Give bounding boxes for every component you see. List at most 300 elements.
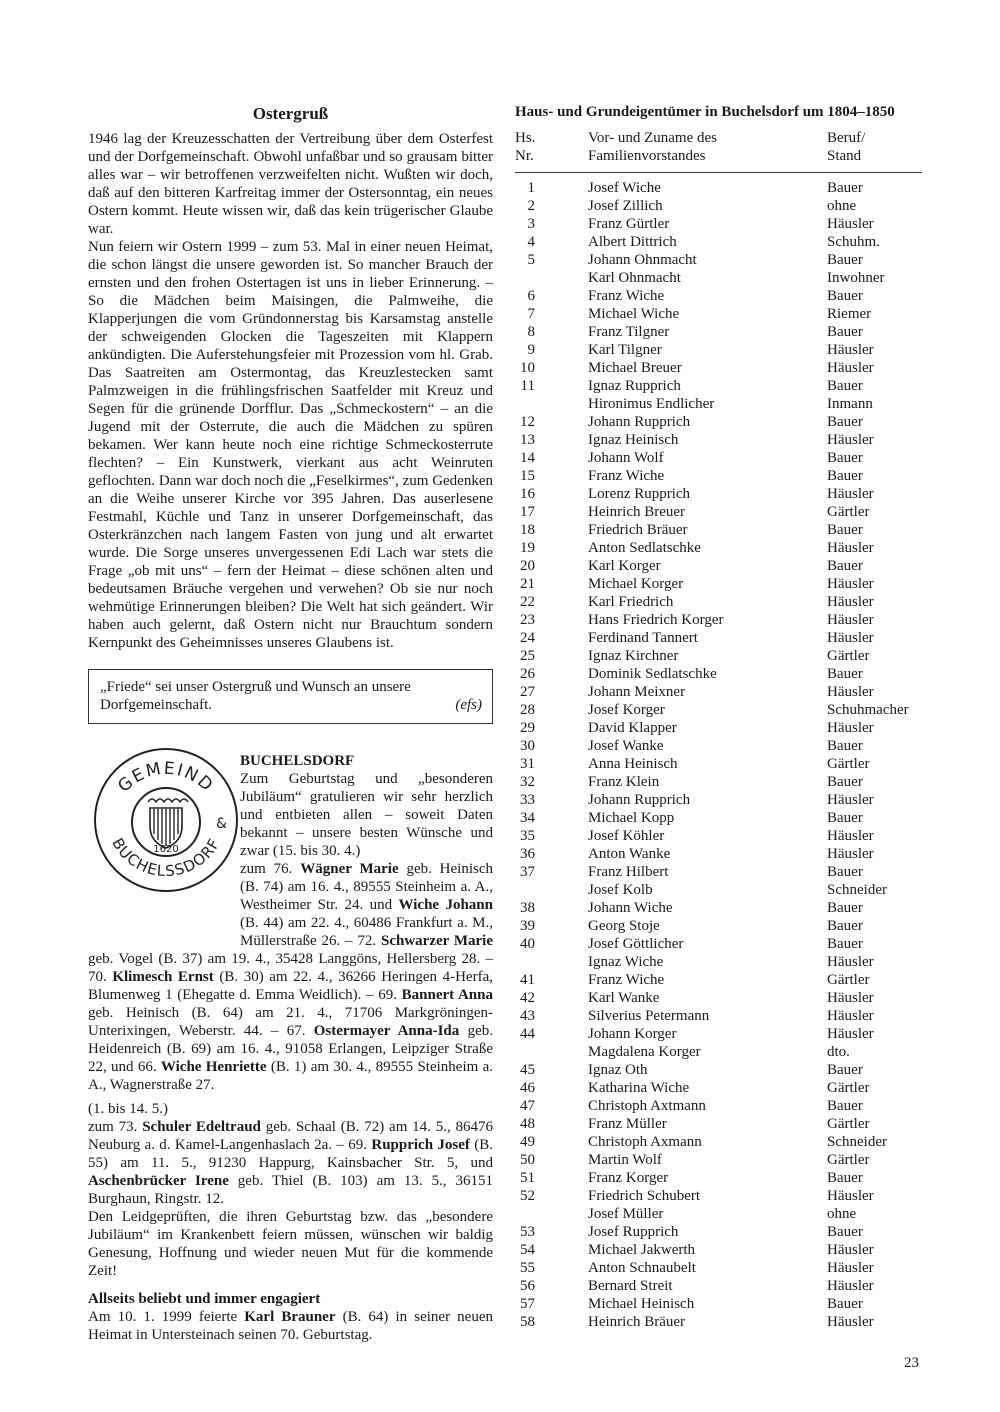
owner-name: Ignaz Oth (588, 1062, 648, 1078)
occupation: Häusler (827, 1188, 874, 1204)
house-number: 29 (520, 720, 535, 736)
house-number: 14 (520, 450, 535, 466)
table-row (515, 1241, 922, 1259)
occupation: Inwohner (827, 270, 885, 286)
occupation: Häusler (827, 630, 874, 646)
owner-name: Lorenz Rupprich (588, 486, 691, 502)
table-row (515, 359, 922, 377)
owner-name: Karl Tilgner (588, 342, 662, 358)
occupation: Häusler (827, 720, 874, 736)
owner-name: Karl Friedrich (588, 594, 674, 610)
occupation: Häusler (827, 684, 874, 700)
owner-name: Johann Korger (588, 1026, 677, 1042)
owner-name: Franz Korger (588, 1170, 669, 1186)
owner-name: Karl Wanke (588, 990, 660, 1006)
table-row (515, 413, 922, 431)
text-segment: Am 10. 1. 1999 feierte (88, 1309, 245, 1325)
owner-name: Georg Stoje (588, 918, 660, 934)
occupation: Bauer (827, 810, 863, 826)
owners-table (515, 103, 922, 1331)
birthday-list-may (88, 1100, 493, 1280)
house-number: 16 (520, 486, 535, 502)
occupation: ohne (827, 198, 857, 214)
occupation: Gärtler (827, 504, 870, 520)
birthday-note (88, 1308, 493, 1344)
table-row (515, 971, 922, 989)
occupation: Bauer (827, 522, 863, 538)
owner-name: Karl Korger (588, 558, 661, 574)
house-number (515, 1205, 535, 1223)
owner-name: Johann Ohnmacht (588, 252, 697, 268)
house-number: 8 (527, 324, 535, 340)
table-row (515, 881, 922, 899)
owner-name: Ferdinand Tannert (588, 630, 698, 646)
text-segment: (B. 1) am 30. 4., 89555 Steinheim a. A., Wagnerstraße 27. (88, 1059, 494, 1093)
sub-heading: Allseits beliebt und immer engagiert (88, 1291, 321, 1307)
house-number: 19 (520, 540, 535, 556)
table-row (515, 1151, 922, 1169)
house-number (515, 395, 535, 413)
occupation: Bauer (827, 936, 863, 952)
greeting-box (88, 669, 493, 724)
person-name: Ostermayer Anna-Ida (313, 1023, 460, 1039)
table-row (515, 251, 922, 269)
table-row (515, 305, 922, 323)
owner-name: Johann Wolf (588, 450, 664, 466)
owner-name: Anna Heinisch (588, 756, 678, 772)
table-row (515, 935, 922, 953)
owner-name: Michael Jakwerth (588, 1242, 696, 1258)
table-header-row (515, 129, 922, 147)
text-segment: (B. 44) am 22. 4., 60486 Frankfurt a. M., Müllerstraße 26. – 72. (240, 915, 493, 949)
house-number: 22 (520, 594, 535, 610)
owner-name: Josef Wiche (588, 180, 661, 196)
house-number: 44 (520, 1026, 535, 1042)
house-number: 47 (520, 1098, 535, 1114)
house-number: 25 (520, 648, 535, 664)
svg-text:BUCHELSSDORF: BUCHELSSDORF (108, 834, 224, 881)
owner-name: Friedrich Schubert (588, 1188, 701, 1204)
occupation: Gärtler (827, 1152, 870, 1168)
owner-name: Johann Wiche (588, 900, 673, 916)
text-segment: Zum Geburtstag und „besonderen Jubiläum“ gratulieren wir sehr herzlich und entbieten allen – soweit Daten bekannt – unsere besten Wünsche und zwar (15. bis 30. 4.) (240, 771, 493, 859)
occupation: Häusler (827, 594, 874, 610)
house-number: 5 (527, 252, 535, 268)
occupation: Gärtler (827, 756, 870, 772)
table-row (515, 1097, 922, 1115)
person-name: Wiche Henriette (160, 1059, 267, 1075)
house-number: 35 (520, 828, 535, 844)
owner-name: Magdalena Korger (588, 1044, 701, 1060)
owner-name: Josef Wanke (588, 738, 664, 754)
header-stand: Stand (827, 148, 862, 164)
person-name: Bannert Anna (401, 987, 493, 1003)
occupation: Häusler (827, 1008, 874, 1024)
table-row (515, 1313, 922, 1331)
owner-name: Josef Göttlicher (588, 936, 684, 952)
house-number: 7 (527, 306, 535, 322)
table-row (515, 197, 922, 215)
house-number: 46 (520, 1080, 535, 1096)
owner-name: Anton Schnaubelt (588, 1260, 696, 1276)
owner-name: Katharina Wiche (588, 1080, 690, 1096)
table-row (515, 917, 922, 935)
table-row (515, 269, 922, 287)
table-row (515, 701, 922, 719)
article-paragraph: 1946 lag der Kreuzesschatten der Vertreibung über dem Osterfest und der Dorfgemeinschaft. Obwohl unfaßbar und so grausam bitter alles war – wir betroffenen verzweifelten nicht. Wußten wir doch, daß auf den bitteren Karfreitag immer der Ostersonntag, ein neues Ostern kommt. Heute wissen wir, daß das kein trügerischer Glaube war. (88, 131, 493, 237)
person-name: Schuler Edeltraud (142, 1119, 261, 1135)
occupation: Häusler (827, 1260, 874, 1276)
occupation: Bauer (827, 666, 863, 682)
table-row (515, 341, 922, 359)
house-number: 15 (520, 468, 535, 484)
owner-name: Anton Sedlatschke (588, 540, 701, 556)
occupation: Häusler (827, 1314, 874, 1330)
table-row (515, 737, 922, 755)
house-number: 56 (520, 1278, 535, 1294)
occupation: Bauer (827, 738, 863, 754)
owner-name: Bernard Streit (588, 1278, 673, 1294)
table-row (515, 683, 922, 701)
occupation: Häusler (827, 828, 874, 844)
article-paragraph: Nun feiern wir Ostern 1999 – zum 53. Mal in einer neuen Heimat, die schon längst die unsere geworden ist. So mancher Brauch der ernsten und den frohen Ostertagen ist uns in lieber Erinnerung. – So die Mädchen beim Maisingen, die Palmweihe, die Klapperjungen die vom Gründonnerstag bis Karsamstag anstelle der schweigenden Glocken die Tageszeiten mit Klappern ankündigten. Die Auferstehungsfeier mit Prozession vom hl. Grab. Das Saatreiten am Ostermontag, das Kreuzlestecken samt Palmzweigen in die frühlingsfrischen Saatfelder mit Kreuz und Segen für die grünende Dorfflur. Das „Schmeckostern“ – an die Jugend mit der Osterrute, die auch die Mädchen zu spüren bekamen. Wer kann heute noch eine richtige Schmeckosterrute flechten? – Ein Kunstwerk, vierkant aus acht Weinruten geflochten. Dann war doch noch die „Feselkirmes“, zum Gedenken an die Weihe unserer Kirche vor 395 Jahren. Das auserlesene Festmahl, Küchle und Tanz in unserer Dorfgemeinschaft, das Osterkränzchen nach langem Fasten von jung und alt erwartet wurde. Die Sorge unseres unvergessenen Edi Lach war stets die Frage „ob mit uns“ – fern der Heimat – diese schönen alten und bedeutsamen Bräuche vergehen und verwehen? Ob sie nur noch wehmütige Erinnerungen bleiben? Die Welt hat sich geändert. Wir haben auch gelernt, daß Ostern nicht nur Brauchtum sondern Kernpunkt des Geheimnisses unseres Glaubens ist. (88, 239, 493, 651)
occupation: Häusler (827, 1242, 874, 1258)
owner-name: Anton Wanke (588, 846, 671, 862)
table-body (515, 179, 922, 1331)
house-number: 33 (520, 792, 535, 808)
occupation: Bauer (827, 378, 863, 394)
table-row (515, 467, 922, 485)
owner-name: Michael Heinisch (588, 1296, 695, 1312)
occupation: dto. (827, 1044, 850, 1060)
house-number: 50 (520, 1152, 535, 1168)
house-number: 4 (527, 234, 535, 250)
house-number: 52 (520, 1188, 535, 1204)
occupation: Häusler (827, 954, 874, 970)
owner-name: Michael Kopp (588, 810, 675, 826)
house-number: 31 (520, 756, 535, 772)
house-number: 23 (520, 612, 535, 628)
text-segment: (B. 30) am 22. 4., 36266 Heringen 4-Herfa, Blumenweg 1 (Ehegatte d. Emma Weidlich). – 69. (88, 969, 493, 1003)
table-row (515, 665, 922, 683)
table-row (515, 773, 922, 791)
occupation: Häusler (827, 1026, 874, 1042)
occupation: Bauer (827, 900, 863, 916)
text-segment: geb. Heinisch (B. 64) am 21. 4., 71706 Markgröningen-Unterixingen, Weberstr. 44. – 67. (88, 1005, 493, 1039)
owner-name: David Klapper (588, 720, 677, 736)
table-row (515, 395, 922, 413)
house-number: 6 (527, 288, 535, 304)
occupation: Schuhm. (827, 234, 880, 250)
table-row (515, 899, 922, 917)
owner-name: Johann Rupprich (588, 414, 691, 430)
occupation: Schneider (827, 1134, 887, 1150)
owner-name: Franz Hilbert (588, 864, 669, 880)
occupation: Gärtler (827, 972, 870, 988)
house-number: 20 (520, 558, 535, 574)
owner-name: Hironimus Endlicher (588, 396, 715, 412)
owner-name: Franz Wiche (588, 972, 665, 988)
table-row (515, 845, 922, 863)
house-number: 43 (520, 1008, 535, 1024)
table-row (515, 629, 922, 647)
owner-name: Michael Wiche (588, 306, 680, 322)
house-number: 36 (520, 846, 535, 862)
header-divider (515, 172, 922, 173)
text-segment: geb. Schaal (B. 72) am 14. 5., 86476 Neuburg a. d. Kamel-Langenhaslach 2a. – 69. (88, 1119, 494, 1153)
owner-name: Albert Dittrich (588, 234, 677, 250)
header-beruf: Beruf/ (827, 130, 866, 146)
person-name: Aschenbrücker Irene (88, 1173, 229, 1189)
table-row (515, 557, 922, 575)
owner-name: Christoph Axmann (588, 1134, 702, 1150)
house-number: 30 (520, 738, 535, 754)
owner-name: Ignaz Rupprich (588, 378, 681, 394)
table-row (515, 1259, 922, 1277)
house-number: 27 (520, 684, 535, 700)
table-row (515, 1079, 922, 1097)
occupation: Häusler (827, 540, 874, 556)
table-row (515, 1223, 922, 1241)
occupation: Bauer (827, 324, 863, 340)
house-number: 1 (527, 180, 535, 196)
occupation: Häusler (827, 846, 874, 862)
section-heading: BUCHELSDORF (240, 753, 355, 769)
table-row (515, 287, 922, 305)
owner-name: Franz Tilgner (588, 324, 670, 340)
house-number (515, 881, 535, 899)
table-row (515, 485, 922, 503)
table-row (515, 863, 922, 881)
owner-name: Silverius Petermann (588, 1008, 710, 1024)
occupation: Schneider (827, 882, 887, 898)
house-number: 24 (520, 630, 535, 646)
table-row (515, 449, 922, 467)
article-title: Ostergruß (252, 104, 329, 123)
table-row (515, 575, 922, 593)
house-number: 28 (520, 702, 535, 718)
table-row (515, 1187, 922, 1205)
table-row (515, 503, 922, 521)
table-row (515, 611, 922, 629)
house-number: 18 (520, 522, 535, 538)
table-header-row (515, 147, 922, 165)
person-name: Rupprich Josef (371, 1137, 470, 1153)
table-row (515, 593, 922, 611)
owner-name: Johann Meixner (588, 684, 686, 700)
house-number: 9 (527, 342, 535, 358)
table-row (515, 1295, 922, 1313)
owner-name: Christoph Axtmann (588, 1098, 706, 1114)
house-number: 51 (520, 1170, 535, 1186)
occupation: Bauer (827, 918, 863, 934)
table-row (515, 323, 922, 341)
house-number: 12 (520, 414, 535, 430)
page-number: 23 (904, 1355, 919, 1371)
occupation: Bauer (827, 468, 863, 484)
table-row (515, 1007, 922, 1025)
house-number: 11 (520, 378, 535, 394)
person-name: Karl Brauner (244, 1309, 336, 1325)
table-row (515, 755, 922, 773)
table-row (515, 1169, 922, 1187)
table-row (515, 377, 922, 395)
person-name: Schwarzer Marie (380, 933, 493, 949)
owner-name: Josef Köhler (588, 828, 665, 844)
occupation: Bauer (827, 252, 863, 268)
header-name-2: Familienvorstandes (588, 148, 706, 164)
person-name: Wägner Marie (300, 861, 399, 877)
svg-text:GEMEIND: GEMEIND (114, 758, 218, 797)
occupation: Bauer (827, 1224, 863, 1240)
house-number: 45 (520, 1062, 535, 1078)
house-number: 2 (527, 198, 535, 214)
table-row (515, 521, 922, 539)
owner-name: Franz Wiche (588, 468, 665, 484)
occupation: Bauer (827, 864, 863, 880)
house-number: 26 (520, 666, 535, 682)
table-row (515, 989, 922, 1007)
table-row (515, 953, 922, 971)
text-segment: geb. Thiel (B. 103) am 13. 5., 36151 Burghaun, Ringstr. 12. (88, 1173, 493, 1207)
owner-name: Friedrich Bräuer (588, 522, 688, 538)
table-title: Haus- und Grundeigentümer in Buchelsdorf um 1804–1850 (515, 104, 895, 120)
owner-name: Franz Müller (588, 1116, 667, 1132)
house-number: 55 (520, 1260, 535, 1276)
occupation: Bauer (827, 450, 863, 466)
header-hs: Hs. (515, 130, 536, 146)
table-row (515, 1025, 922, 1043)
occupation: Riemer (827, 306, 872, 322)
svg-text:1620: 1620 (153, 844, 179, 855)
owner-name: Josef Kolb (588, 882, 653, 898)
text-segment: zum 76. (240, 861, 301, 877)
occupation: Bauer (827, 180, 863, 196)
text-segment: geb. Vogel (B. 37) am 19. 4., 35428 Langgöns, Hellersberg 28. – 70. (88, 951, 493, 985)
author-signature: (efs) (455, 697, 482, 713)
house-number: 17 (520, 504, 535, 520)
text-segment: Den Leidgeprüften, die ihren Geburtstag bzw. das „besondere Jubiläum“ im Krankenbett feiern müssen, wünschen wir baldig Genesung, Hoffnung und wieder neuen Mut für die kommende Zeit! (88, 1209, 493, 1279)
occupation: Bauer (827, 558, 863, 574)
owner-name: Franz Klein (588, 774, 660, 790)
occupation: Gärtler (827, 1080, 870, 1096)
owner-name: Michael Korger (588, 576, 684, 592)
house-number (515, 953, 535, 971)
house-number: 3 (527, 216, 535, 232)
occupation: Häusler (827, 360, 874, 376)
text-segment: (B. 55) am 11. 5., 91230 Happurg, Kainsbacher Str. 5, und (88, 1137, 493, 1171)
occupation: Inmann (827, 396, 873, 412)
owner-name: Franz Gürtler (588, 216, 670, 232)
owner-name: Johann Rupprich (588, 792, 691, 808)
house-number: 53 (520, 1224, 535, 1240)
greeting-text: „Friede“ sei unser Ostergruß und Wunsch an unsere Dorfgemeinschaft. (100, 679, 411, 713)
table-row (515, 1115, 922, 1133)
occupation: Häusler (827, 990, 874, 1006)
house-number: 37 (520, 864, 535, 880)
table-row (515, 539, 922, 557)
owner-name: Karl Ohnmacht (588, 270, 681, 286)
table-row (515, 719, 922, 737)
occupation: Bauer (827, 1296, 863, 1312)
occupation: Bauer (827, 288, 863, 304)
occupation: Häusler (827, 216, 874, 232)
text-segment: geb. Heinisch (B. 74) am 16. 4., 89555 Steinheim a. A., Westheimer Str. 24. und (240, 861, 493, 913)
svg-text:&: & (216, 816, 227, 832)
buchelsdorf-section (88, 752, 493, 1344)
owner-name: Josef Zillich (588, 198, 663, 214)
table-row (515, 431, 922, 449)
table-row (515, 233, 922, 251)
house-number: 42 (520, 990, 535, 1006)
house-number: 40 (520, 936, 535, 952)
text-segment: zum 73. (88, 1119, 143, 1135)
owner-name: Josef Korger (588, 702, 665, 718)
table-row (515, 215, 922, 233)
house-number: 10 (520, 360, 535, 376)
owner-name: Franz Wiche (588, 288, 665, 304)
owner-name: Ignaz Wiche (588, 954, 664, 970)
occupation: Schuhmacher (827, 702, 909, 718)
house-number: 54 (520, 1242, 535, 1258)
owner-name: Dominik Sedlatschke (588, 666, 717, 682)
house-number: 32 (520, 774, 535, 790)
table-row (515, 791, 922, 809)
occupation: Gärtler (827, 1116, 870, 1132)
occupation: Häusler (827, 432, 874, 448)
house-number: 34 (520, 810, 535, 826)
house-number: 58 (520, 1314, 535, 1330)
stamp-spacer (88, 752, 240, 934)
text-segment: (1. bis 14. 5.) (88, 1101, 168, 1117)
owner-name: Hans Friedrich Korger (588, 612, 724, 628)
table-row (515, 1043, 922, 1061)
occupation: Häusler (827, 792, 874, 808)
text-segment: (B. 64) in seiner neuen Heimat in Untersteinach seinen 70. Geburtstag. (88, 1309, 493, 1343)
header-nr: Nr. (515, 148, 534, 164)
table-row (515, 1133, 922, 1151)
text-segment: geb. Heidenreich (B. 69) am 16. 4., 91058 Erlangen, Leipziger Straße 22, und 66. (88, 1023, 493, 1075)
occupation: Häusler (827, 612, 874, 628)
house-number: 48 (520, 1116, 535, 1132)
table-row (515, 647, 922, 665)
occupation: Bauer (827, 1062, 863, 1078)
house-number: 39 (520, 918, 535, 934)
house-number: 21 (520, 576, 535, 592)
owner-name: Heinrich Bräuer (588, 1314, 686, 1330)
person-name: Wiche Johann (398, 897, 493, 913)
person-name: Klimesch Ernst (112, 969, 214, 985)
table-row (515, 1061, 922, 1079)
owner-name: Heinrich Breuer (588, 504, 686, 520)
occupation: Bauer (827, 774, 863, 790)
owner-name: Ignaz Heinisch (588, 432, 679, 448)
occupation: Häusler (827, 486, 874, 502)
header-name: Vor- und Zuname des (588, 130, 717, 146)
house-number: 38 (520, 900, 535, 916)
house-number: 57 (520, 1296, 535, 1312)
occupation: ohne (827, 1206, 857, 1222)
owner-name: Ignaz Kirchner (588, 648, 679, 664)
ostergruss-article (88, 104, 493, 724)
table-row (515, 179, 922, 197)
occupation: Gärtler (827, 648, 870, 664)
house-number: 49 (520, 1134, 535, 1150)
occupation: Bauer (827, 414, 863, 430)
occupation: Häusler (827, 342, 874, 358)
occupation: Häusler (827, 576, 874, 592)
owner-name: Josef Rupprich (588, 1224, 679, 1240)
